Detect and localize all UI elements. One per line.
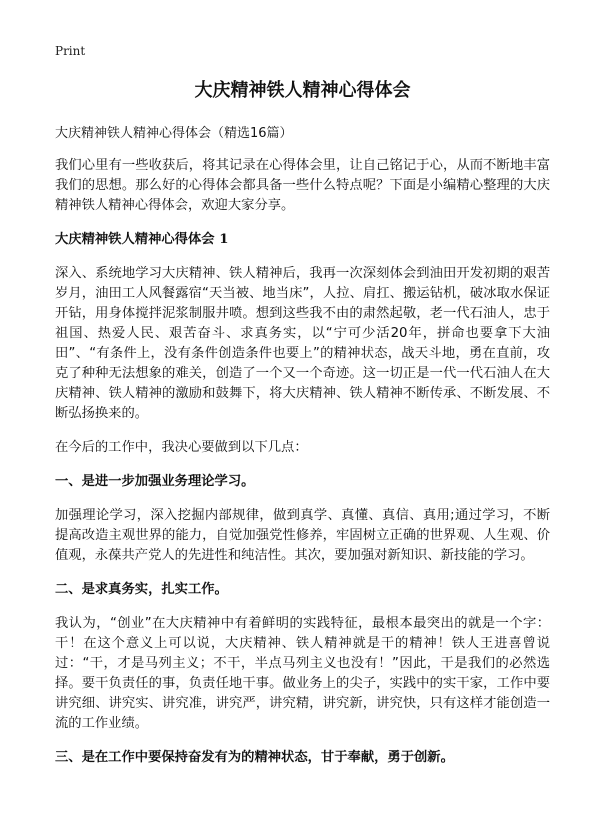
point-heading-3: 三、是在工作中要保持奋发有为的精神状态，甘于奉献，勇于创新。 bbox=[55, 750, 454, 765]
point-heading-1: 一、是进一步加强业务理论学习。 bbox=[55, 474, 255, 489]
point-body-1: 加强理论学习，深入挖掘内部规律，做到真学、真懂、真信、真用;通过学习，不断提高改造主观世界的能力，自觉加强党性修养，牢固树立正确的世界观、人生观、价值观，永葆共产党人的先进性和纯洁性。其次，要加强对新知识、新技能的学习。 bbox=[55, 508, 550, 563]
document-body bbox=[55, 78, 550, 782]
point-body-2: 我认为，“创业”在大庆精神中有着鲜明的实践特征，最根本最突出的就是一个字：干！在这个意义上可以说，大庆精神、铁人精神就是干的精神！铁人王进喜曾说过：“干，才是马列主义；不干，半点马列主义也没有！”因此，干是我们的必然选择。要干负责任的事，负责任地干事。做业务上的尖子，实践中的实干家，工作中要讲究细、讲究实、讲究准，讲究严，讲究精，讲究新，讲究快，只有这样才能创造一流的工作业绩。 bbox=[55, 616, 550, 731]
section-lead-paragraph: 在今后的工作中，我决心要做到以下几点： bbox=[55, 440, 308, 455]
document-subtitle: 大庆精神铁人精神心得体会（精选16篇） bbox=[55, 126, 293, 141]
page-title: 大庆精神铁人精神心得体会 bbox=[194, 80, 411, 101]
point-heading-2: 二、是求真务实，扎实工作。 bbox=[55, 582, 228, 597]
section-body-paragraph: 深入、系统地学习大庆精神、铁人精神后，我再一次深刻体会到油田开发初期的艰苦岁月，油田工人风餐露宿“天当被、地当床”，人拉、肩扛、搬运钻机，破冰取水保证开钻，用身体搅拌泥浆制服井喷。想到这些我不由的肃然起敬，老一代石油人，忠于祖国、热爱人民、艰苦奋斗、求真务实，以“宁可少活20年，拼命也要拿下大油田”、“有条件上，没有条件创造条件也要上”的精神状态，战天斗地，勇在直前，攻克了种种无法想象的难关，创造了一个又一个奇迹。这一切正是一代一代石油人在大庆精神、铁人精神的激励和鼓舞下，将大庆精神、铁人精神不断传承、不断发展、不断弘扬换来的。 bbox=[55, 266, 550, 421]
section-heading: 大庆精神铁人精神心得体会 1 bbox=[55, 232, 229, 247]
intro-paragraph: 我们心里有一些收获后，将其记录在心得体会里，让自己铭记于心，从而不断地丰富我们的思想。那么好的心得体会都具备一些什么特点呢？下面是小编精心整理的大庆精神铁人精神心得体会，欢迎大家分享。 bbox=[55, 158, 550, 213]
print-link[interactable]: Print bbox=[55, 44, 86, 58]
